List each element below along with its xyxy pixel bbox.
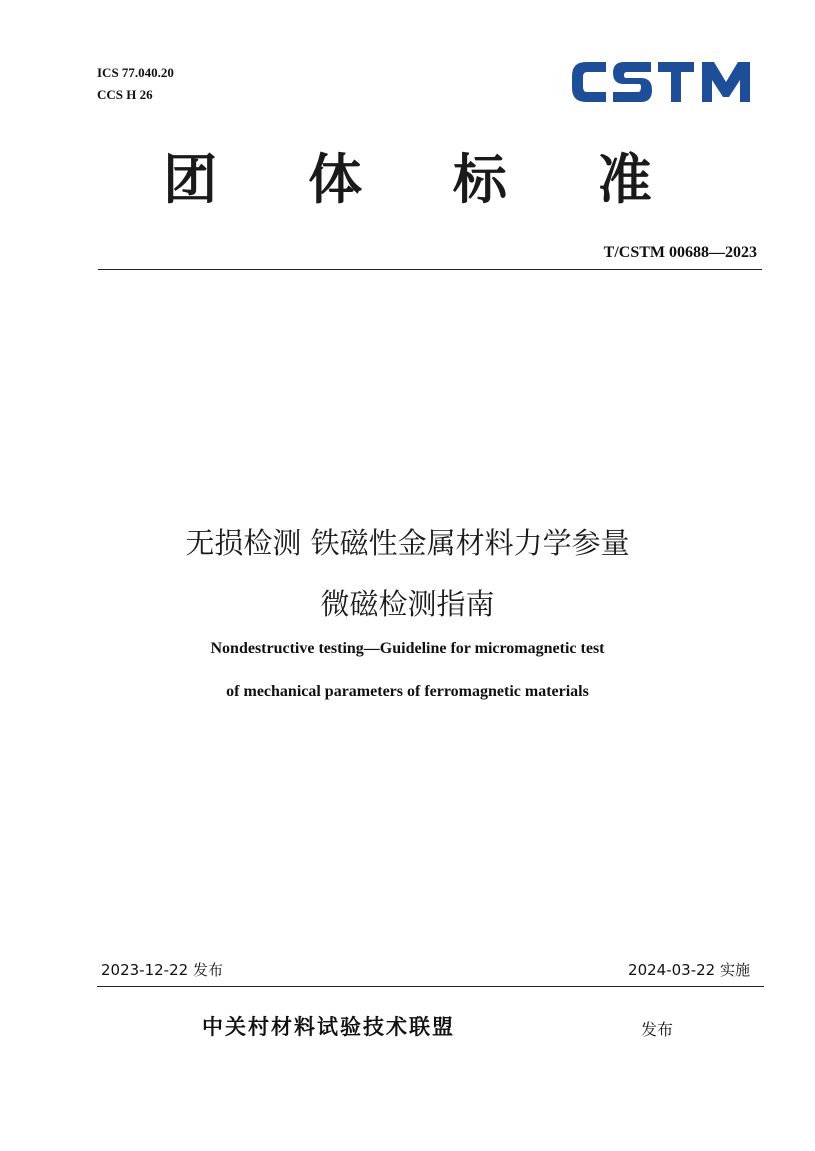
- title-cn-line2: 微磁检测指南: [320, 587, 495, 621]
- ics-code: ICS 77.040.20: [97, 65, 174, 80]
- publisher-name: 中关村材料试验技术联盟: [202, 1015, 455, 1039]
- ccs-code: CCS H 26: [97, 87, 153, 102]
- standard-number: T/CSTM 00688—2023: [603, 244, 757, 261]
- cstm-logo: [566, 52, 756, 112]
- title-cn-line1: 无损检测 铁磁性金属材料力学参量: [185, 526, 630, 560]
- issue-date: 2023-12-22 发布: [101, 961, 223, 979]
- document-type: 团 体 标 准: [163, 148, 688, 211]
- header-divider: [98, 269, 762, 270]
- title-en-line1: Nondestructive testing—Guideline for micromagnetic test: [210, 640, 605, 657]
- classification-codes: [97, 62, 174, 106]
- implement-date: 2024-03-22 实施: [628, 961, 750, 979]
- publish-label: 发布: [641, 1020, 674, 1039]
- footer-divider: [97, 986, 764, 987]
- title-en-line2: of mechanical parameters of ferromagnetic materials: [226, 683, 589, 700]
